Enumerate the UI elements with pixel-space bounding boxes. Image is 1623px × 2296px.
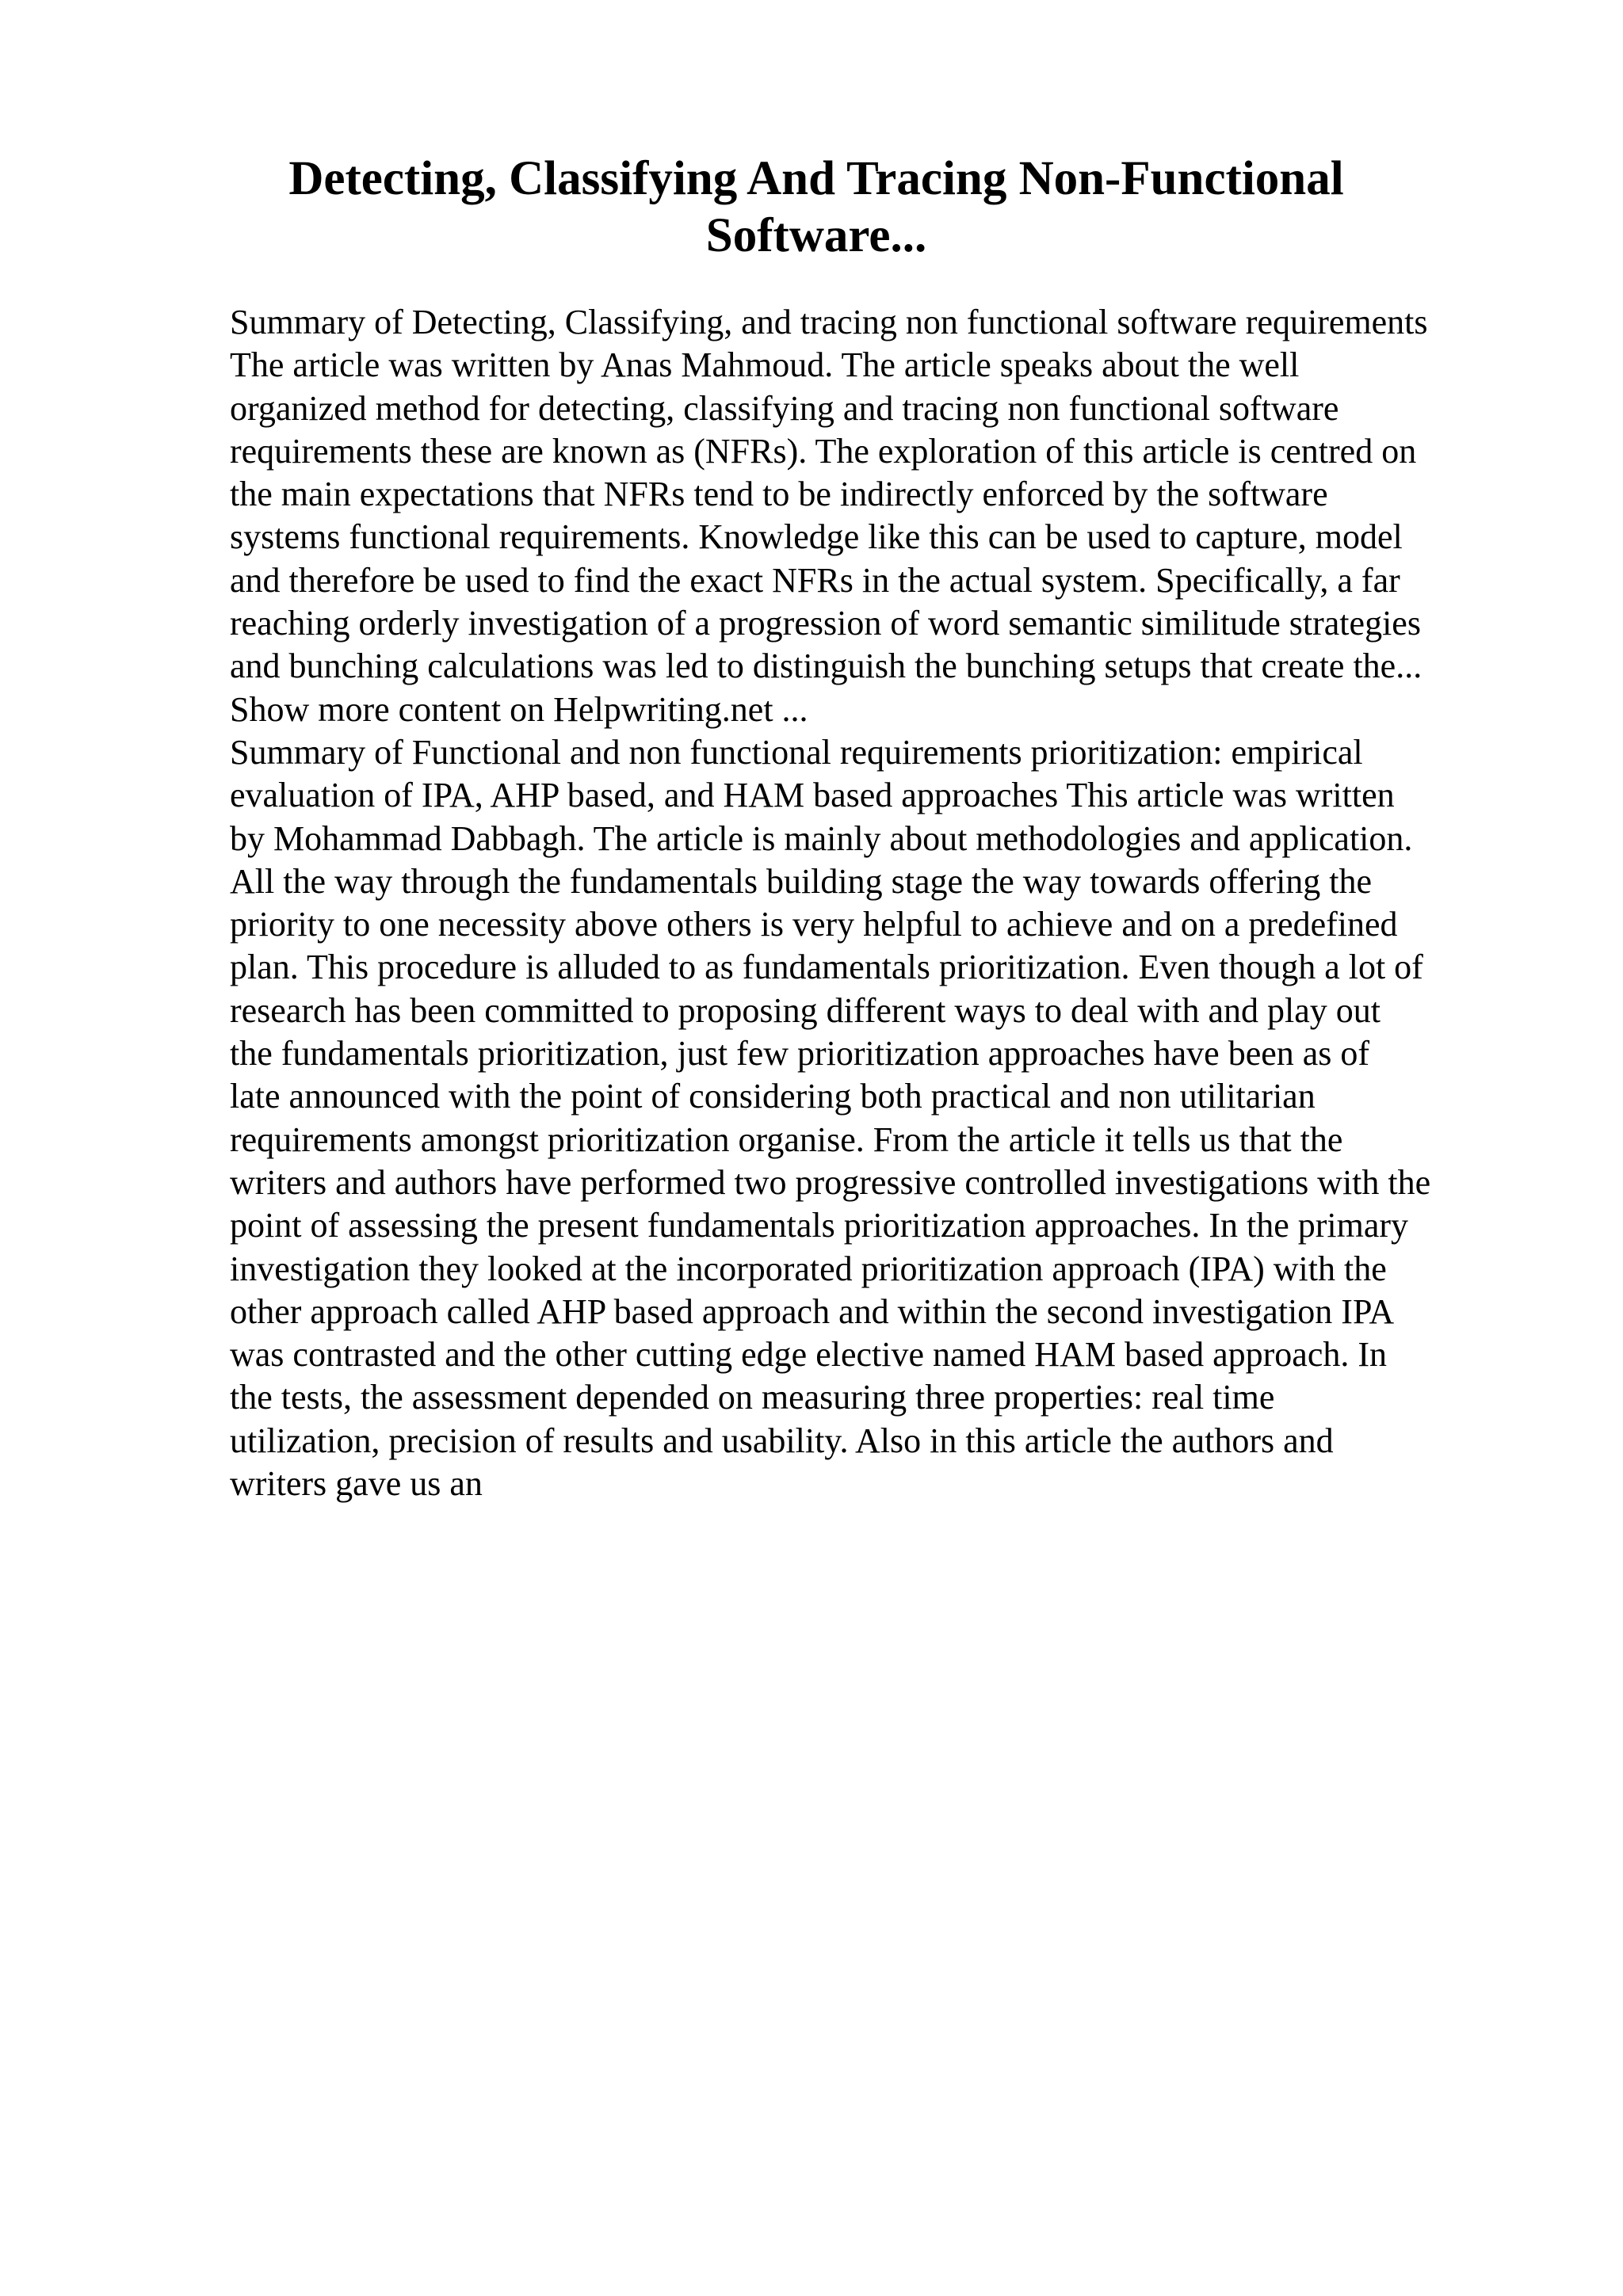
body-line: the tests, the assessment depended on measuring three properties: real time: [230, 1378, 1275, 1417]
body-line: Summary of Functional and non functional requirements prioritization: empirical: [230, 732, 1363, 772]
document-body: [230, 301, 1514, 1505]
body-line: was contrasted and the other cutting edge elective named HAM based approach. In: [230, 1335, 1388, 1375]
body-line: the fundamentals prioritization, just few prioritization approaches have been as of: [230, 1034, 1370, 1074]
body-line: the main expectations that NFRs tend to be indirectly enforced by the software: [230, 475, 1328, 514]
body-line: evaluation of IPA, AHP based, and HAM based approaches This article was written: [230, 776, 1395, 815]
body-line: utilization, precision of results and usability. Also in this article the authors and: [230, 1421, 1334, 1460]
show-more-line: Show more content on Helpwriting.net ...: [230, 689, 808, 729]
body-line: priority to one necessity above others is very helpful to achieve and on a predefined: [230, 905, 1398, 944]
body-line: other approach called AHP based approach and within the second investigation IPA: [230, 1291, 1395, 1331]
body-line: Summary of Detecting, Classifying, and tracing non functional software requirements: [230, 303, 1428, 341]
body-line: All the way through the fundamentals building stage the way towards offering the: [230, 861, 1373, 901]
body-line: and bunching calculations was led to distinguish the bunching setups that create the...: [230, 646, 1423, 686]
body-line: research has been committed to proposing different ways to deal with and play out: [230, 990, 1381, 1030]
body-line: organized method for detecting, classifying and tracing non functional software: [230, 388, 1339, 428]
title-line: Detecting, Classifying And Tracing Non-Functional: [288, 152, 1344, 205]
body-line: writers and authors have performed two progressive controlled investigations with the: [230, 1162, 1431, 1202]
body-line: reaching orderly investigation of a progression of word semantic similitude strategies: [230, 604, 1421, 643]
body-line: investigation they looked at the incorporated prioritization approach (IPA) with the: [230, 1249, 1387, 1288]
body-line: and therefore be used to find the exact NFRs in the actual system. Specifically, a far: [230, 560, 1400, 600]
body-line: systems functional requirements. Knowledge like this can be used to capture, model: [230, 517, 1403, 557]
body-line: writers gave us an: [230, 1464, 483, 1504]
body-line: requirements amongst prioritization organise. From the article it tells us that the: [230, 1119, 1343, 1159]
body-line: requirements these are known as (NFRs). The exploration of this article is centred on: [230, 431, 1417, 471]
title-line: Software...: [705, 209, 927, 262]
body-line: plan. This procedure is alluded to as fundamentals prioritization. Even though a lot of: [230, 948, 1423, 987]
body-line: by Mohammad Dabbagh. The article is mainly about methodologies and application.: [230, 818, 1413, 858]
body-line: The article was written by Anas Mahmoud. The article speaks about the well: [230, 345, 1300, 385]
body-line: point of assessing the present fundamentals prioritization approaches. In the primary: [230, 1206, 1409, 1245]
document-title: [230, 151, 1403, 265]
body-line: late announced with the point of considering both practical and non utilitarian: [230, 1077, 1316, 1116]
